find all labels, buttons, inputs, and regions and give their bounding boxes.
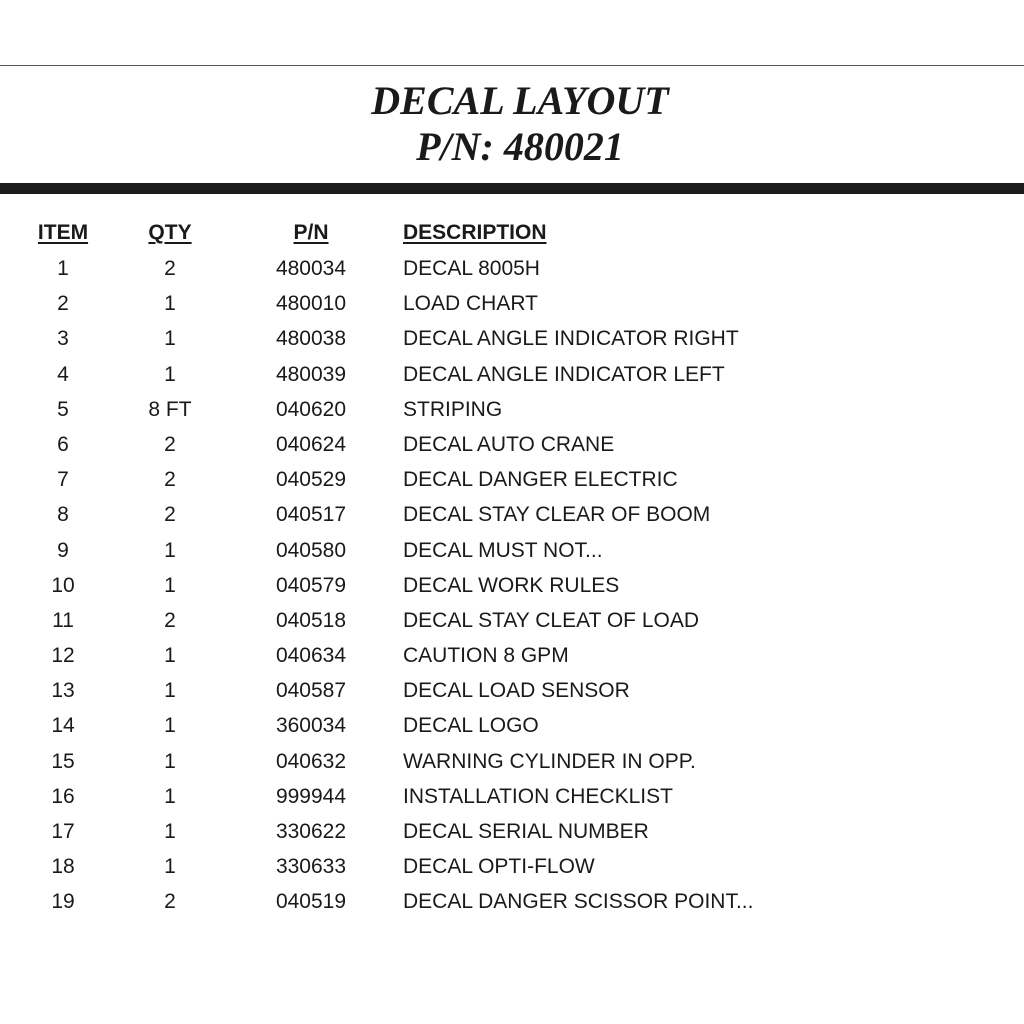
cell-qty: 2 bbox=[164, 432, 176, 456]
cell-qty: 1 bbox=[164, 362, 176, 386]
cell-pn: 360034 bbox=[275, 714, 347, 738]
cell-description: DECAL STAY CLEAR OF BOOM bbox=[403, 503, 711, 527]
table-header-row bbox=[0, 218, 1024, 254]
cell-qty: 1 bbox=[164, 538, 176, 562]
header-item: ITEM bbox=[37, 221, 89, 244]
cell-description: CAUTION 8 GPM bbox=[403, 644, 569, 668]
cell-pn: 480034 bbox=[275, 257, 347, 280]
cell-qty: 1 bbox=[164, 714, 176, 738]
cell-item: 7 bbox=[57, 468, 69, 492]
cell-description: WARNING CYLINDER IN OPP. bbox=[403, 749, 696, 773]
cell-description: DECAL AUTO CRANE bbox=[403, 432, 615, 456]
document-title bbox=[0, 78, 1024, 170]
cell-pn: 330633 bbox=[275, 855, 347, 879]
cell-item: 5 bbox=[57, 397, 69, 421]
cell-pn: 480010 bbox=[275, 292, 347, 316]
cell-item: 2 bbox=[57, 292, 69, 316]
cell-description: DECAL ANGLE INDICATOR LEFT bbox=[403, 362, 725, 386]
cell-description: DECAL WORK RULES bbox=[403, 573, 620, 597]
table-row bbox=[0, 536, 1024, 571]
cell-qty: 1 bbox=[164, 573, 176, 597]
cell-description: INSTALLATION CHECKLIST bbox=[403, 784, 673, 808]
cell-item: 4 bbox=[57, 362, 69, 386]
cell-description: STRIPING bbox=[403, 397, 503, 421]
cell-description: LOAD CHART bbox=[403, 292, 538, 316]
cell-description: DECAL DANGER SCISSOR POINT... bbox=[403, 890, 754, 914]
cell-pn: 480038 bbox=[275, 327, 347, 351]
cell-qty: 2 bbox=[164, 503, 176, 527]
cell-item: 10 bbox=[51, 573, 75, 597]
cell-pn: 040624 bbox=[275, 432, 347, 456]
cell-item: 3 bbox=[57, 327, 69, 351]
cell-pn: 040517 bbox=[275, 503, 347, 527]
cell-description: DECAL LOAD SENSOR bbox=[403, 679, 630, 703]
cell-pn: 040529 bbox=[275, 468, 347, 492]
cell-qty: 1 bbox=[164, 679, 176, 703]
cell-qty: 1 bbox=[164, 292, 176, 316]
table-row bbox=[0, 676, 1024, 711]
table-row bbox=[0, 606, 1024, 641]
table-row bbox=[0, 571, 1024, 606]
cell-item: 19 bbox=[51, 890, 75, 914]
cell-pn: 480039 bbox=[275, 362, 347, 386]
cell-pn: 040587 bbox=[275, 679, 347, 703]
cell-item: 12 bbox=[51, 644, 75, 668]
table-row bbox=[0, 782, 1024, 817]
cell-qty: 2 bbox=[164, 608, 176, 632]
cell-item: 14 bbox=[51, 714, 75, 738]
table-row bbox=[0, 465, 1024, 500]
cell-pn: 040580 bbox=[275, 538, 347, 562]
table-row bbox=[0, 324, 1024, 359]
cell-qty: 1 bbox=[164, 855, 176, 879]
cell-item: 15 bbox=[51, 749, 75, 773]
table-row bbox=[0, 711, 1024, 746]
cell-qty: 1 bbox=[164, 644, 176, 668]
table-row bbox=[0, 395, 1024, 430]
header-pn: P/N bbox=[293, 221, 329, 244]
cell-pn: 999944 bbox=[275, 784, 347, 808]
cell-qty: 2 bbox=[164, 890, 176, 914]
table-row bbox=[0, 289, 1024, 324]
cell-qty: 1 bbox=[164, 784, 176, 808]
table-row bbox=[0, 254, 1024, 289]
table-row bbox=[0, 887, 1024, 922]
cell-item: 11 bbox=[52, 608, 74, 632]
table-row bbox=[0, 817, 1024, 852]
table-row bbox=[0, 747, 1024, 782]
cell-qty: 1 bbox=[164, 749, 176, 773]
cell-item: 13 bbox=[51, 679, 75, 703]
cell-item: 8 bbox=[57, 503, 69, 527]
table-row bbox=[0, 641, 1024, 676]
cell-pn: 330622 bbox=[275, 820, 347, 843]
cell-qty: 2 bbox=[164, 468, 176, 492]
cell-description: DECAL STAY CLEAT OF LOAD bbox=[403, 608, 700, 632]
top-divider bbox=[0, 65, 1024, 66]
cell-item: 16 bbox=[51, 784, 75, 808]
cell-qty: 2 bbox=[164, 257, 176, 280]
table-row bbox=[0, 852, 1024, 887]
cell-description: DECAL 8005H bbox=[403, 257, 540, 280]
cell-description: DECAL DANGER ELECTRIC bbox=[403, 468, 678, 492]
header-divider bbox=[0, 183, 1024, 194]
header-qty: QTY bbox=[148, 221, 192, 244]
table-row bbox=[0, 430, 1024, 465]
cell-item: 9 bbox=[57, 538, 69, 562]
cell-pn: 040620 bbox=[275, 397, 347, 421]
table-row bbox=[0, 360, 1024, 395]
cell-description: DECAL LOGO bbox=[403, 714, 539, 738]
cell-item: 6 bbox=[57, 432, 69, 456]
cell-item: 17 bbox=[51, 820, 75, 843]
cell-pn: 040579 bbox=[275, 573, 347, 597]
title-line-2: P/N: 480021 bbox=[416, 124, 624, 169]
cell-pn: 040519 bbox=[275, 890, 347, 914]
cell-item: 18 bbox=[51, 855, 75, 879]
header-description: DESCRIPTION bbox=[403, 221, 547, 244]
cell-pn: 040632 bbox=[275, 749, 347, 773]
cell-qty: 1 bbox=[164, 820, 176, 843]
cell-qty: 8 FT bbox=[148, 397, 192, 421]
table-body bbox=[0, 254, 1024, 923]
parts-table bbox=[0, 218, 1024, 923]
cell-description: DECAL OPTI-FLOW bbox=[403, 855, 595, 879]
cell-description: DECAL MUST NOT... bbox=[403, 538, 603, 562]
title-line-1: DECAL LAYOUT bbox=[371, 78, 669, 123]
cell-pn: 040518 bbox=[275, 608, 347, 632]
cell-qty: 1 bbox=[164, 327, 176, 351]
table-row bbox=[0, 500, 1024, 535]
cell-pn: 040634 bbox=[275, 644, 347, 668]
cell-item: 1 bbox=[57, 257, 69, 280]
cell-description: DECAL ANGLE INDICATOR RIGHT bbox=[403, 327, 739, 351]
cell-description: DECAL SERIAL NUMBER bbox=[403, 820, 649, 843]
